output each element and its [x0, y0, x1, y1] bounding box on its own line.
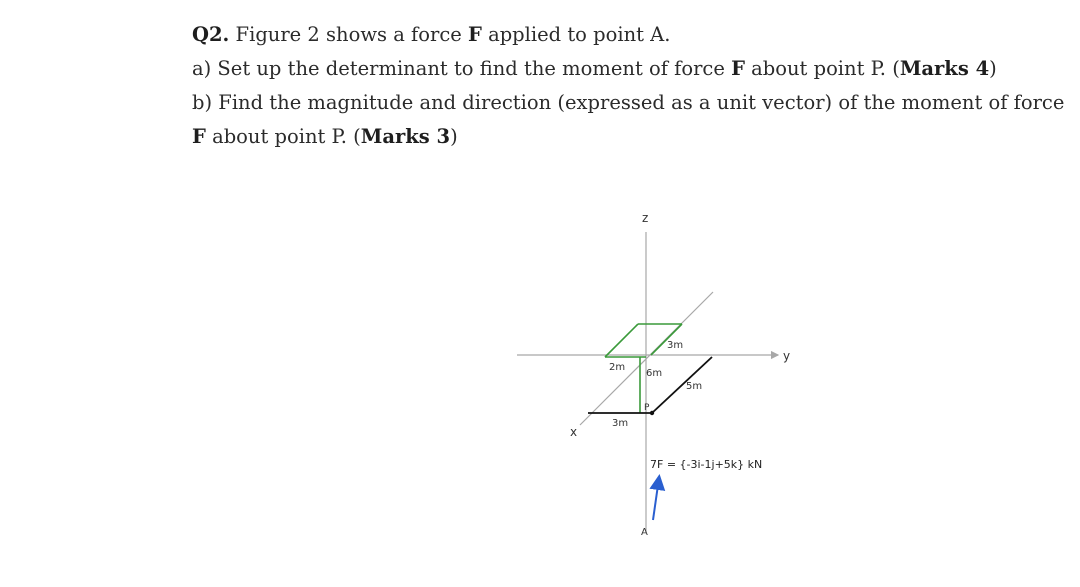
black-diagonal-member — [652, 357, 712, 413]
x-axis-label: x — [570, 425, 578, 439]
dimension-6m: 6m — [646, 368, 663, 379]
dimension-3m-bottom: 3m — [612, 418, 629, 429]
part-a-suffix: about point P. ( — [751, 57, 900, 80]
green-diagonal-upper — [605, 324, 638, 357]
part-b-force-symbol: F — [192, 125, 206, 148]
dimension-3m-top: 3m — [667, 340, 684, 351]
axes — [517, 232, 778, 532]
y-axis-label: y — [783, 349, 791, 363]
dimension-5m: 5m — [686, 381, 703, 392]
point-p-marker — [650, 411, 654, 415]
z-axis-label: z — [642, 211, 649, 225]
part-a-force-symbol: F — [731, 57, 745, 80]
force-label: 7F = {-3i-1j+5k} kN — [650, 458, 763, 471]
part-b-marks: Marks 3 — [360, 125, 451, 148]
point-a-label: A — [641, 527, 648, 538]
part-b-close: ) — [450, 125, 458, 148]
point-p-label: P — [644, 403, 650, 413]
part-a-text: a) Set up the determinant to find the moment of force — [192, 57, 725, 80]
part-a-marks: Marks 4 — [899, 57, 990, 80]
question-number: Q2. — [192, 23, 230, 46]
intro-text-post: applied to point A. — [488, 23, 671, 46]
figure-labels — [570, 211, 790, 538]
intro-text-pre: Figure 2 shows a force — [235, 23, 462, 46]
part-b-text: b) Find the magnitude and direction (expressed as a unit vector) of the moment of force — [192, 91, 1065, 114]
dimension-2m: 2m — [609, 362, 626, 373]
part-a-close: ) — [989, 57, 997, 80]
part-b-suffix: about point P. ( — [212, 125, 361, 148]
force-vector-arrow — [653, 478, 659, 520]
force-symbol: F — [468, 23, 482, 46]
